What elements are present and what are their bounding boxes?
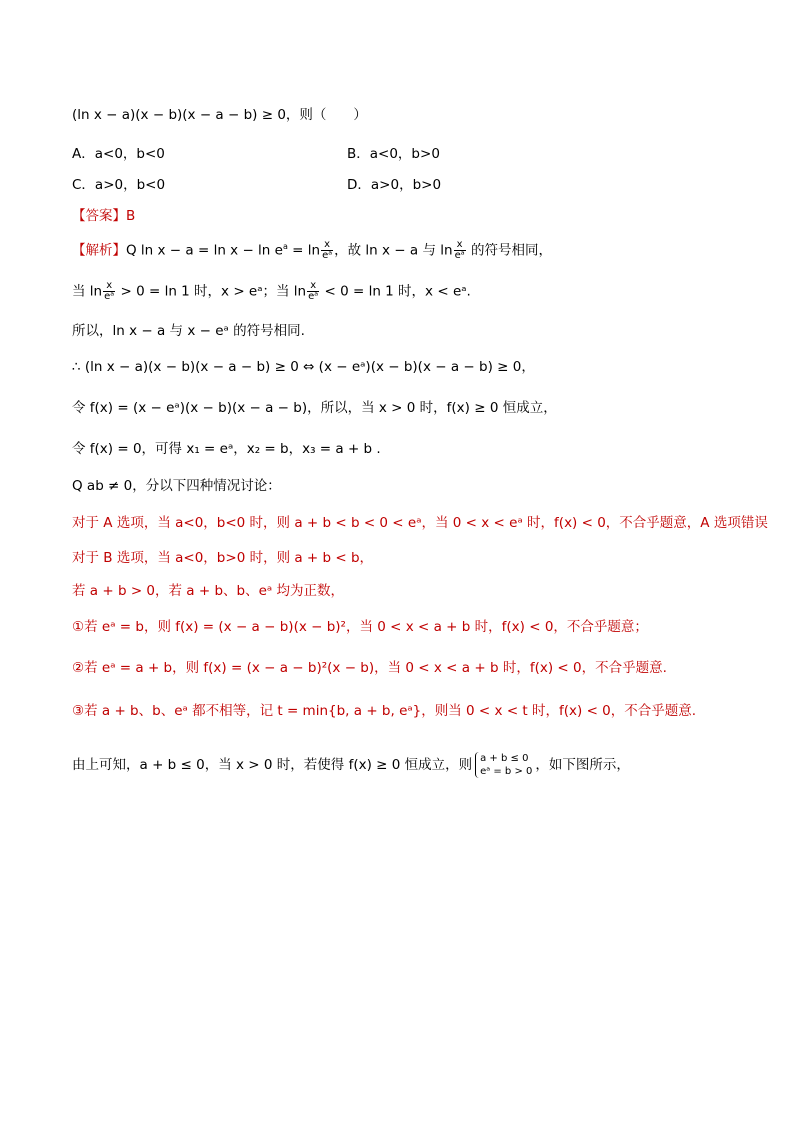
analysis-line-11: ①若 eᵃ = b，则 f(x) = (x − a − b)(x − b)²，当 0 < x < a + b 时，f(x) < 0，不合乎题意； <box>72 619 648 635</box>
analysis-line-13: ③若 a + b、b、eᵃ 都不相等，记 t = min{b, a + b, eᵃ}，则当 0 < x < t 时，f(x) < 0，不合乎题意. <box>72 703 697 719</box>
analysis-text: 的符号相同， <box>466 242 552 259</box>
system-row-2: eᵃ = b > 0 <box>480 766 533 777</box>
analysis-line-1 <box>72 238 552 261</box>
analysis-text: 当 ln <box>72 283 103 300</box>
analysis-line-3: 所以，ln x − a 与 x − eᵃ 的符号相同. <box>72 323 305 339</box>
answer-value: B <box>126 208 136 224</box>
analysis-line-12: ②若 eᵃ = a + b，则 f(x) = (x − a − b)²(x − b)，当 0 < x < a + b 时，f(x) < 0，不合乎题意. <box>72 660 667 676</box>
analysis-line-4: ∴ (ln x − a)(x − b)(x − a − b) ≥ 0 ⇔ (x − eᵃ)(x − b)(x − a − b) ≥ 0， <box>72 359 535 375</box>
analysis-line-6: 令 f(x) = 0，可得 x₁ = eᵃ，x₂ = b，x₃ = a + b . <box>72 441 381 457</box>
analysis-line-5: 令 f(x) = (x − eᵃ)(x − b)(x − a − b)，所以，当 x > 0 时，f(x) ≥ 0 恒成立， <box>72 400 557 416</box>
fraction-x-over-ea: $\frac{x}{\text{eᵃ}}$ <box>454 239 465 261</box>
analysis-text: Q ln x − a = ln x − ln e <box>126 242 283 259</box>
analysis-line-7: Q ab ≠ 0，分以下四种情况讨论： <box>72 478 281 494</box>
fraction-x-over-ea: $\frac{x}{\text{eᵃ}}$ <box>104 280 115 302</box>
option-d: D．a>0，b>0 <box>347 177 442 193</box>
fraction-x-over-ea: $\frac{x}{\text{eᵃ}}$ <box>322 239 333 261</box>
analysis-line-9: 对于 B 选项，当 a<0，b>0 时，则 a + b < b， <box>72 550 374 566</box>
option-b: B．a<0，b>0 <box>347 146 440 162</box>
analysis-tag: 【解析】 <box>72 242 126 259</box>
exponent-a: a <box>282 242 288 251</box>
option-row-1 <box>72 145 440 163</box>
analysis-line-14 <box>72 752 630 778</box>
analysis-text: ，如下图所示， <box>535 757 630 773</box>
fraction-x-over-ea: $\frac{x}{\text{eᵃ}}$ <box>308 280 319 302</box>
analysis-text: < 0 = ln 1 时，x < eᵃ. <box>320 283 471 300</box>
system-row-1: a + b ≤ 0 <box>480 753 529 764</box>
analysis-text: = ln <box>287 242 321 259</box>
answer-line <box>72 207 135 225</box>
analysis-text: > 0 = ln 1 时，x > eᵃ；当 ln <box>116 283 307 300</box>
option-c: C．a>0，b<0 <box>72 177 166 193</box>
analysis-line-8: 对于 A 选项，当 a<0，b<0 时，则 a + b < b < 0 < eᵃ，当 0 < x < eᵃ 时，f(x) < 0，不合乎题意，A 选项错误 <box>72 515 768 531</box>
option-a: A．a<0，b<0 <box>72 146 165 162</box>
question-stem: (ln x − a)(x − b)(x − a − b) ≥ 0，则（ ） <box>72 107 367 123</box>
analysis-line-2 <box>72 281 471 302</box>
equation-system <box>475 752 532 778</box>
analysis-line-10: 若 a + b > 0，若 a + b、b、eᵃ 均为正数， <box>72 583 344 599</box>
option-row-2 <box>72 176 442 194</box>
answer-tag: 【答案】 <box>72 208 126 224</box>
analysis-text: 由上可知，a + b ≤ 0，当 x > 0 时，若使得 f(x) ≥ 0 恒成立，则 <box>72 757 473 773</box>
analysis-text: ，故 ln x − a 与 ln <box>334 242 453 259</box>
